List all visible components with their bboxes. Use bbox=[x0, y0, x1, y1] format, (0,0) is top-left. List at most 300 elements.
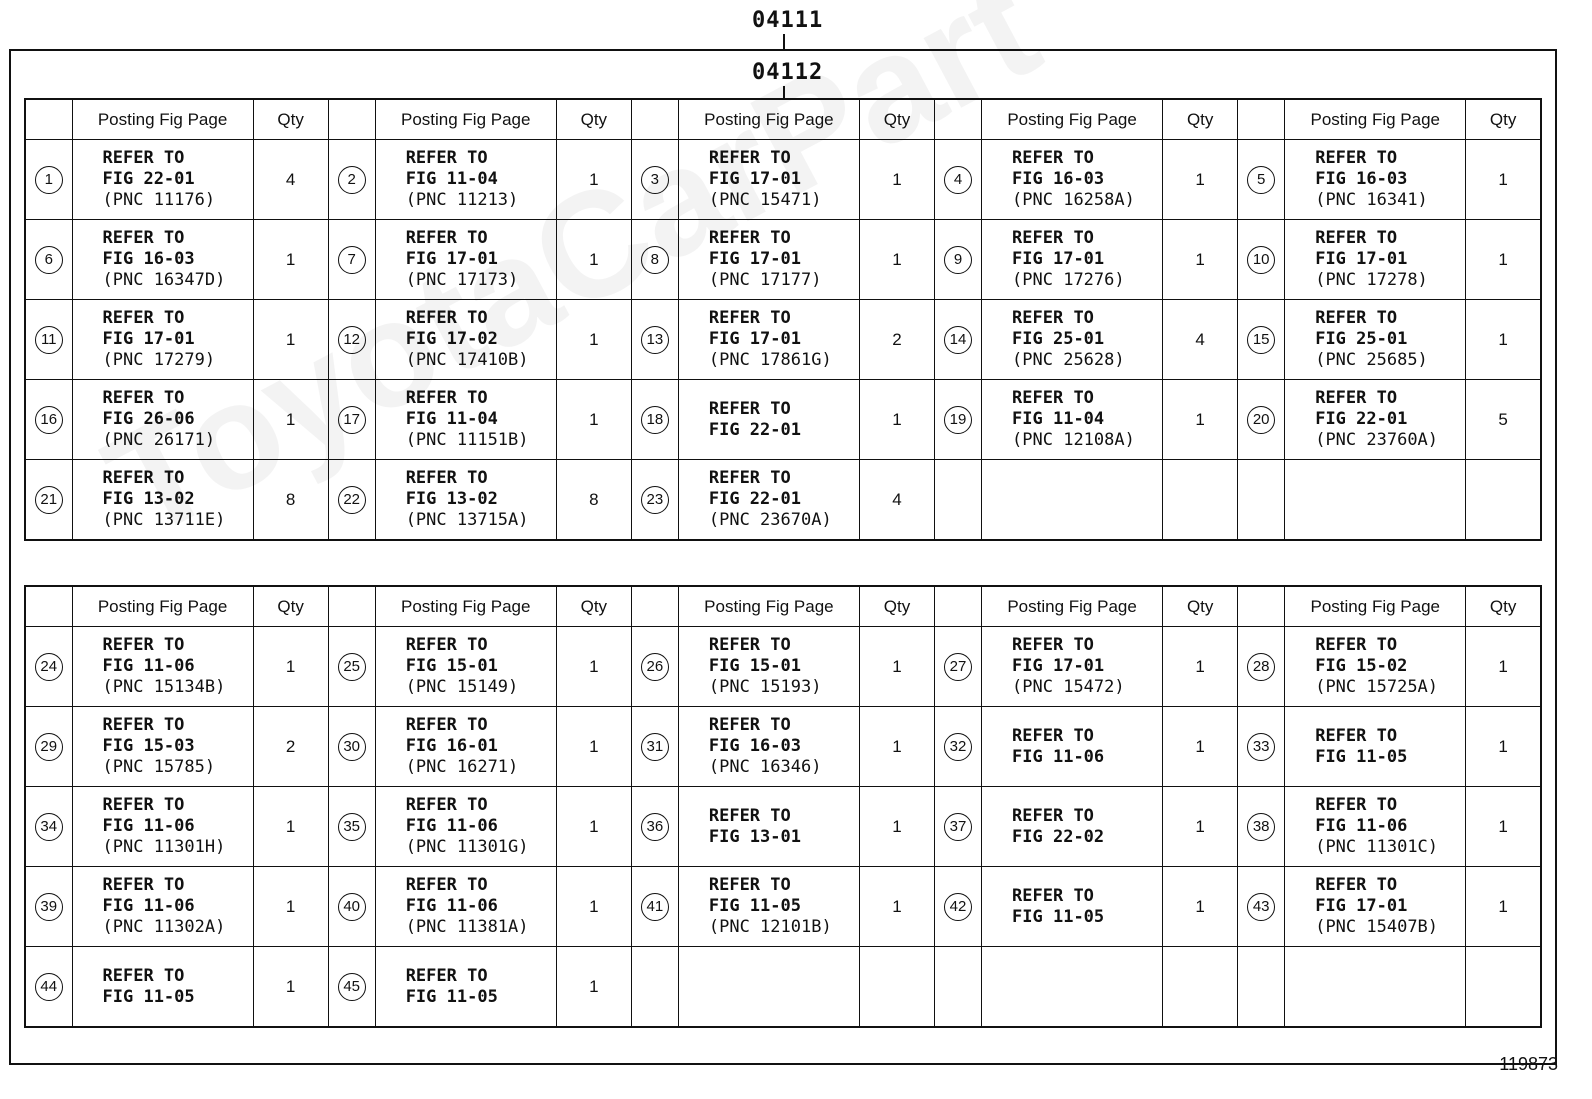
reference-cell bbox=[982, 140, 1163, 220]
item-number-cell bbox=[25, 380, 72, 460]
posting-header: Posting Fig Page bbox=[678, 99, 859, 140]
item-number-cell bbox=[328, 787, 375, 867]
fig-reference: FIG 11-06 bbox=[1315, 816, 1408, 836]
item-number: 36 bbox=[641, 813, 669, 841]
table-row bbox=[25, 947, 1541, 1028]
reference-cell bbox=[375, 380, 556, 460]
item-number: 17 bbox=[338, 406, 366, 434]
item-number-cell bbox=[328, 947, 375, 1028]
qty-cell: 1 bbox=[253, 867, 328, 947]
pnc-reference: (PNC 15472) bbox=[1012, 677, 1125, 697]
refer-to-text: REFER TO bbox=[102, 308, 185, 328]
item-number-cell bbox=[328, 220, 375, 300]
index-header bbox=[25, 99, 72, 140]
refer-to-text: REFER TO bbox=[405, 228, 488, 248]
item-number-cell bbox=[25, 947, 72, 1028]
item-number-cell bbox=[935, 380, 982, 460]
index-header bbox=[631, 586, 678, 627]
reference-cell bbox=[678, 300, 859, 380]
refer-to-text: REFER TO bbox=[405, 965, 488, 986]
item-number: 5 bbox=[1247, 166, 1275, 194]
reference-cell bbox=[1285, 300, 1466, 380]
qty-cell: 1 bbox=[1466, 220, 1541, 300]
item-number: 43 bbox=[1247, 893, 1275, 921]
fig-reference: FIG 17-01 bbox=[1315, 249, 1408, 269]
fig-reference: FIG 15-01 bbox=[405, 656, 498, 676]
qty-cell: 1 bbox=[556, 787, 631, 867]
refer-to-text: REFER TO bbox=[102, 228, 185, 248]
qty-cell: 1 bbox=[859, 707, 934, 787]
item-number: 4 bbox=[944, 166, 972, 194]
item-number: 20 bbox=[1247, 406, 1275, 434]
item-number-cell bbox=[1238, 300, 1285, 380]
qty-cell: 4 bbox=[859, 460, 934, 541]
posting-header: Posting Fig Page bbox=[1285, 99, 1466, 140]
item-number: 42 bbox=[944, 893, 972, 921]
qty-header: Qty bbox=[859, 586, 934, 627]
item-number: 25 bbox=[338, 653, 366, 681]
item-number: 35 bbox=[338, 813, 366, 841]
fig-reference: FIG 11-06 bbox=[1012, 746, 1105, 767]
pnc-reference: (PNC 15725A) bbox=[1315, 677, 1439, 697]
item-number: 44 bbox=[35, 973, 63, 1001]
reference-cell bbox=[375, 947, 556, 1028]
table-row bbox=[25, 707, 1541, 787]
item-number: 10 bbox=[1247, 246, 1275, 274]
fig-reference: FIG 15-03 bbox=[102, 736, 195, 756]
refer-to-text: REFER TO bbox=[405, 148, 488, 168]
fig-reference: FIG 22-01 bbox=[102, 169, 195, 189]
item-number: 24 bbox=[35, 653, 63, 681]
fig-reference: FIG 17-01 bbox=[708, 249, 801, 269]
qty-cell: 1 bbox=[253, 380, 328, 460]
item-number-cell bbox=[328, 140, 375, 220]
reference-cell bbox=[375, 300, 556, 380]
table-row bbox=[25, 787, 1541, 867]
refer-to-text: REFER TO bbox=[405, 308, 488, 328]
item-number-cell bbox=[631, 220, 678, 300]
item-number: 16 bbox=[35, 406, 63, 434]
item-number: 13 bbox=[641, 326, 669, 354]
pnc-reference: (PNC 17861G) bbox=[708, 350, 832, 370]
refer-to-text: REFER TO bbox=[1012, 228, 1094, 248]
fig-reference: FIG 11-06 bbox=[102, 896, 195, 916]
item-number-cell bbox=[328, 707, 375, 787]
qty-cell: 1 bbox=[556, 707, 631, 787]
refer-to-text: REFER TO bbox=[1012, 388, 1094, 408]
pnc-reference: (PNC 15193) bbox=[708, 677, 822, 697]
qty-cell: 1 bbox=[1466, 140, 1541, 220]
qty-header: Qty bbox=[1466, 99, 1541, 140]
item-number-cell bbox=[25, 707, 72, 787]
reference-cell bbox=[72, 300, 253, 380]
reference-cell bbox=[375, 787, 556, 867]
reference-cell bbox=[1285, 380, 1466, 460]
reference-cell bbox=[982, 380, 1163, 460]
table-row bbox=[25, 300, 1541, 380]
qty-cell: 1 bbox=[1466, 787, 1541, 867]
refer-to-text: REFER TO bbox=[405, 388, 488, 408]
refer-to-text: REFER TO bbox=[102, 875, 185, 895]
reference-cell bbox=[1285, 220, 1466, 300]
fig-reference: FIG 15-02 bbox=[1315, 656, 1408, 676]
refer-to-text: REFER TO bbox=[708, 468, 791, 488]
pnc-reference: (PNC 16346) bbox=[708, 757, 822, 777]
qty-header: Qty bbox=[1163, 586, 1238, 627]
fig-reference: FIG 17-01 bbox=[102, 329, 195, 349]
qty-cell bbox=[1466, 947, 1541, 1028]
qty-cell: 1 bbox=[1163, 220, 1238, 300]
item-number: 18 bbox=[641, 406, 669, 434]
refer-to-text: REFER TO bbox=[708, 398, 791, 419]
pnc-reference: (PNC 15471) bbox=[708, 190, 822, 210]
qty-header: Qty bbox=[253, 99, 328, 140]
reference-cell bbox=[72, 460, 253, 541]
item-number-cell bbox=[1238, 380, 1285, 460]
fig-reference: FIG 25-01 bbox=[1012, 329, 1105, 349]
item-number-cell bbox=[935, 947, 982, 1028]
qty-cell: 1 bbox=[859, 787, 934, 867]
reference-cell bbox=[1285, 140, 1466, 220]
qty-cell: 5 bbox=[1466, 380, 1541, 460]
item-number-cell bbox=[328, 300, 375, 380]
reference-cell bbox=[678, 627, 859, 707]
pnc-reference: (PNC 16258A) bbox=[1012, 190, 1135, 210]
parts-table-2 bbox=[24, 585, 1542, 1028]
fig-reference: FIG 25-01 bbox=[1315, 329, 1408, 349]
index-header bbox=[1238, 586, 1285, 627]
qty-cell: 1 bbox=[1163, 787, 1238, 867]
item-number-cell bbox=[1238, 867, 1285, 947]
qty-cell: 2 bbox=[253, 707, 328, 787]
item-number-cell bbox=[1238, 627, 1285, 707]
item-number: 15 bbox=[1247, 326, 1275, 354]
table-row bbox=[25, 220, 1541, 300]
posting-header: Posting Fig Page bbox=[375, 586, 556, 627]
table-row bbox=[25, 380, 1541, 460]
item-number-cell bbox=[631, 707, 678, 787]
fig-reference: FIG 11-05 bbox=[405, 986, 498, 1007]
qty-cell: 1 bbox=[556, 140, 631, 220]
refer-to-text: REFER TO bbox=[405, 635, 488, 655]
qty-header: Qty bbox=[1163, 99, 1238, 140]
qty-cell: 1 bbox=[1163, 867, 1238, 947]
item-number: 2 bbox=[338, 166, 366, 194]
refer-to-text: REFER TO bbox=[708, 228, 791, 248]
reference-cell bbox=[72, 947, 253, 1028]
item-number-cell bbox=[935, 220, 982, 300]
pnc-reference: (PNC 13711E) bbox=[102, 510, 226, 530]
item-number: 38 bbox=[1247, 813, 1275, 841]
pnc-reference: (PNC 25685) bbox=[1315, 350, 1428, 370]
pnc-reference: (PNC 16341) bbox=[1315, 190, 1428, 210]
fig-reference: FIG 13-02 bbox=[102, 489, 195, 509]
fig-reference: FIG 22-02 bbox=[1012, 826, 1105, 847]
fig-reference: FIG 11-04 bbox=[405, 169, 498, 189]
item-number-cell bbox=[1238, 140, 1285, 220]
reference-cell bbox=[678, 787, 859, 867]
refer-to-text: REFER TO bbox=[1012, 308, 1094, 328]
pnc-reference: (PNC 25628) bbox=[1012, 350, 1125, 370]
refer-to-text: REFER TO bbox=[102, 635, 185, 655]
item-number: 31 bbox=[641, 733, 669, 761]
pnc-reference: (PNC 23670A) bbox=[708, 510, 832, 530]
parts-table-1 bbox=[24, 98, 1542, 541]
qty-cell: 1 bbox=[253, 220, 328, 300]
refer-to-text: REFER TO bbox=[1315, 875, 1398, 895]
refer-to-text: REFER TO bbox=[405, 795, 488, 815]
index-header bbox=[328, 99, 375, 140]
reference-cell bbox=[72, 627, 253, 707]
qty-header: Qty bbox=[556, 99, 631, 140]
index-header bbox=[25, 586, 72, 627]
refer-to-text: REFER TO bbox=[708, 805, 791, 826]
qty-cell: 1 bbox=[556, 867, 631, 947]
item-number-cell bbox=[1238, 460, 1285, 541]
pnc-reference: (PNC 23760A) bbox=[1315, 430, 1439, 450]
qty-cell: 1 bbox=[1163, 627, 1238, 707]
qty-cell: 1 bbox=[556, 947, 631, 1028]
qty-cell: 1 bbox=[253, 787, 328, 867]
refer-to-text: REFER TO bbox=[102, 148, 185, 168]
fig-reference: FIG 11-04 bbox=[1012, 409, 1105, 429]
item-number-cell bbox=[935, 787, 982, 867]
reference-cell bbox=[982, 707, 1163, 787]
refer-to-text: REFER TO bbox=[1315, 635, 1398, 655]
fig-reference: FIG 22-01 bbox=[1315, 409, 1408, 429]
qty-cell: 1 bbox=[1466, 707, 1541, 787]
index-header bbox=[1238, 99, 1285, 140]
fig-reference: FIG 11-05 bbox=[102, 986, 195, 1007]
qty-cell: 4 bbox=[253, 140, 328, 220]
item-number-cell bbox=[631, 867, 678, 947]
item-number: 12 bbox=[338, 326, 366, 354]
qty-cell: 1 bbox=[556, 380, 631, 460]
index-header bbox=[631, 99, 678, 140]
pnc-reference: (PNC 11301C) bbox=[1315, 837, 1439, 857]
document-id: 119873 bbox=[1499, 1054, 1558, 1074]
sub-code: 04112 bbox=[752, 60, 824, 85]
reference-cell bbox=[1285, 947, 1466, 1028]
reference-cell bbox=[1285, 707, 1466, 787]
top-code: 04111 bbox=[752, 8, 824, 33]
reference-cell bbox=[72, 380, 253, 460]
item-number-cell bbox=[631, 300, 678, 380]
item-number-cell bbox=[25, 300, 72, 380]
reference-cell bbox=[1285, 867, 1466, 947]
refer-to-text: REFER TO bbox=[102, 795, 185, 815]
pnc-reference: (PNC 11301G) bbox=[405, 837, 529, 857]
item-number: 28 bbox=[1247, 653, 1275, 681]
item-number: 21 bbox=[35, 486, 63, 514]
pnc-reference: (PNC 15407B) bbox=[1315, 917, 1439, 937]
qty-cell: 1 bbox=[556, 300, 631, 380]
header-row bbox=[25, 99, 1541, 140]
qty-cell: 1 bbox=[859, 140, 934, 220]
refer-to-text: REFER TO bbox=[1315, 148, 1398, 168]
table-row bbox=[25, 867, 1541, 947]
item-number: 40 bbox=[338, 893, 366, 921]
item-number: 32 bbox=[944, 733, 972, 761]
posting-header: Posting Fig Page bbox=[1285, 586, 1466, 627]
item-number-cell bbox=[328, 380, 375, 460]
posting-header: Posting Fig Page bbox=[375, 99, 556, 140]
pnc-reference: (PNC 16271) bbox=[405, 757, 519, 777]
index-header bbox=[935, 99, 982, 140]
fig-reference: FIG 22-01 bbox=[708, 419, 801, 440]
refer-to-text: REFER TO bbox=[1012, 885, 1094, 906]
refer-to-text: REFER TO bbox=[708, 308, 791, 328]
fig-reference: FIG 11-04 bbox=[405, 409, 498, 429]
item-number-cell bbox=[25, 627, 72, 707]
qty-cell: 4 bbox=[1163, 300, 1238, 380]
item-number: 37 bbox=[944, 813, 972, 841]
item-number-cell bbox=[25, 140, 72, 220]
fig-reference: FIG 17-01 bbox=[1315, 896, 1408, 916]
pnc-reference: (PNC 11301H) bbox=[102, 837, 226, 857]
item-number: 27 bbox=[944, 653, 972, 681]
posting-header: Posting Fig Page bbox=[72, 586, 253, 627]
qty-cell: 1 bbox=[253, 300, 328, 380]
fig-reference: FIG 11-06 bbox=[405, 896, 498, 916]
reference-cell bbox=[375, 867, 556, 947]
qty-cell: 1 bbox=[253, 627, 328, 707]
reference-cell bbox=[678, 947, 859, 1028]
pnc-reference: (PNC 11151B) bbox=[405, 430, 529, 450]
item-number-cell bbox=[328, 627, 375, 707]
fig-reference: FIG 26-06 bbox=[102, 409, 195, 429]
item-number-cell bbox=[25, 787, 72, 867]
pnc-reference: (PNC 13715A) bbox=[405, 510, 529, 530]
item-number: 8 bbox=[641, 246, 669, 274]
fig-reference: FIG 16-03 bbox=[708, 736, 801, 756]
pnc-reference: (PNC 17276) bbox=[1012, 270, 1125, 290]
reference-cell bbox=[982, 300, 1163, 380]
fig-reference: FIG 17-01 bbox=[708, 169, 801, 189]
item-number: 29 bbox=[35, 733, 63, 761]
qty-cell: 1 bbox=[1163, 380, 1238, 460]
qty-cell: 1 bbox=[1466, 300, 1541, 380]
reference-cell bbox=[375, 460, 556, 541]
refer-to-text: REFER TO bbox=[1012, 635, 1094, 655]
item-number: 6 bbox=[35, 246, 63, 274]
item-number-cell bbox=[328, 867, 375, 947]
header-row bbox=[25, 586, 1541, 627]
refer-to-text: REFER TO bbox=[102, 468, 185, 488]
pnc-reference: (PNC 11302A) bbox=[102, 917, 226, 937]
fig-reference: FIG 11-06 bbox=[102, 656, 195, 676]
pnc-reference: (PNC 17410B) bbox=[405, 350, 529, 370]
qty-cell bbox=[1163, 947, 1238, 1028]
refer-to-text: REFER TO bbox=[1315, 725, 1398, 746]
reference-cell bbox=[375, 707, 556, 787]
qty-cell: 1 bbox=[556, 220, 631, 300]
reference-cell bbox=[72, 707, 253, 787]
refer-to-text: REFER TO bbox=[1315, 388, 1398, 408]
item-number-cell bbox=[935, 460, 982, 541]
reference-cell bbox=[982, 220, 1163, 300]
reference-cell bbox=[678, 380, 859, 460]
refer-to-text: REFER TO bbox=[1315, 795, 1398, 815]
item-number: 7 bbox=[338, 246, 366, 274]
item-number: 1 bbox=[35, 166, 63, 194]
posting-header: Posting Fig Page bbox=[982, 99, 1163, 140]
item-number-cell bbox=[631, 140, 678, 220]
fig-reference: FIG 16-03 bbox=[1012, 169, 1105, 189]
fig-reference: FIG 13-01 bbox=[708, 826, 801, 847]
pnc-reference: (PNC 17279) bbox=[102, 350, 216, 370]
qty-cell bbox=[1466, 460, 1541, 541]
refer-to-text: REFER TO bbox=[708, 875, 791, 895]
fig-reference: FIG 17-02 bbox=[405, 329, 498, 349]
item-number-cell bbox=[328, 460, 375, 541]
item-number-cell bbox=[25, 220, 72, 300]
item-number-cell bbox=[631, 947, 678, 1028]
item-number-cell bbox=[631, 787, 678, 867]
item-number: 45 bbox=[338, 973, 366, 1001]
qty-header: Qty bbox=[859, 99, 934, 140]
refer-to-text: REFER TO bbox=[708, 635, 791, 655]
qty-cell bbox=[1163, 460, 1238, 541]
fig-reference: FIG 15-01 bbox=[708, 656, 801, 676]
fig-reference: FIG 11-05 bbox=[1012, 906, 1105, 927]
item-number-cell bbox=[25, 867, 72, 947]
item-number-cell bbox=[1238, 220, 1285, 300]
item-number-cell bbox=[25, 460, 72, 541]
fig-reference: FIG 16-03 bbox=[1315, 169, 1408, 189]
qty-cell: 1 bbox=[1163, 707, 1238, 787]
fig-reference: FIG 11-05 bbox=[708, 896, 801, 916]
item-number-cell bbox=[935, 627, 982, 707]
table-row bbox=[25, 460, 1541, 541]
pnc-reference: (PNC 16347D) bbox=[102, 270, 226, 290]
fig-reference: FIG 17-01 bbox=[708, 329, 801, 349]
pnc-reference: (PNC 15149) bbox=[405, 677, 519, 697]
item-number: 41 bbox=[641, 893, 669, 921]
qty-header: Qty bbox=[1466, 586, 1541, 627]
item-number: 39 bbox=[35, 893, 63, 921]
reference-cell bbox=[1285, 460, 1466, 541]
refer-to-text: REFER TO bbox=[405, 875, 488, 895]
qty-header: Qty bbox=[556, 586, 631, 627]
item-number-cell bbox=[631, 380, 678, 460]
refer-to-text: REFER TO bbox=[1315, 308, 1398, 328]
item-number-cell bbox=[1238, 947, 1285, 1028]
pnc-reference: (PNC 12108A) bbox=[1012, 430, 1135, 450]
reference-cell bbox=[982, 867, 1163, 947]
fig-reference: FIG 17-01 bbox=[1012, 249, 1105, 269]
pnc-reference: (PNC 17177) bbox=[708, 270, 822, 290]
posting-header: Posting Fig Page bbox=[678, 586, 859, 627]
reference-cell bbox=[72, 867, 253, 947]
item-number: 9 bbox=[944, 246, 972, 274]
item-number: 30 bbox=[338, 733, 366, 761]
fig-reference: FIG 16-03 bbox=[102, 249, 195, 269]
reference-cell bbox=[72, 140, 253, 220]
reference-cell bbox=[982, 787, 1163, 867]
item-number-cell bbox=[935, 867, 982, 947]
qty-header: Qty bbox=[253, 586, 328, 627]
posting-header: Posting Fig Page bbox=[72, 99, 253, 140]
item-number: 3 bbox=[641, 166, 669, 194]
refer-to-text: REFER TO bbox=[1315, 228, 1398, 248]
reference-cell bbox=[375, 140, 556, 220]
table-row bbox=[25, 627, 1541, 707]
reference-cell bbox=[1285, 627, 1466, 707]
reference-cell bbox=[982, 627, 1163, 707]
reference-cell bbox=[678, 220, 859, 300]
item-number-cell bbox=[1238, 787, 1285, 867]
